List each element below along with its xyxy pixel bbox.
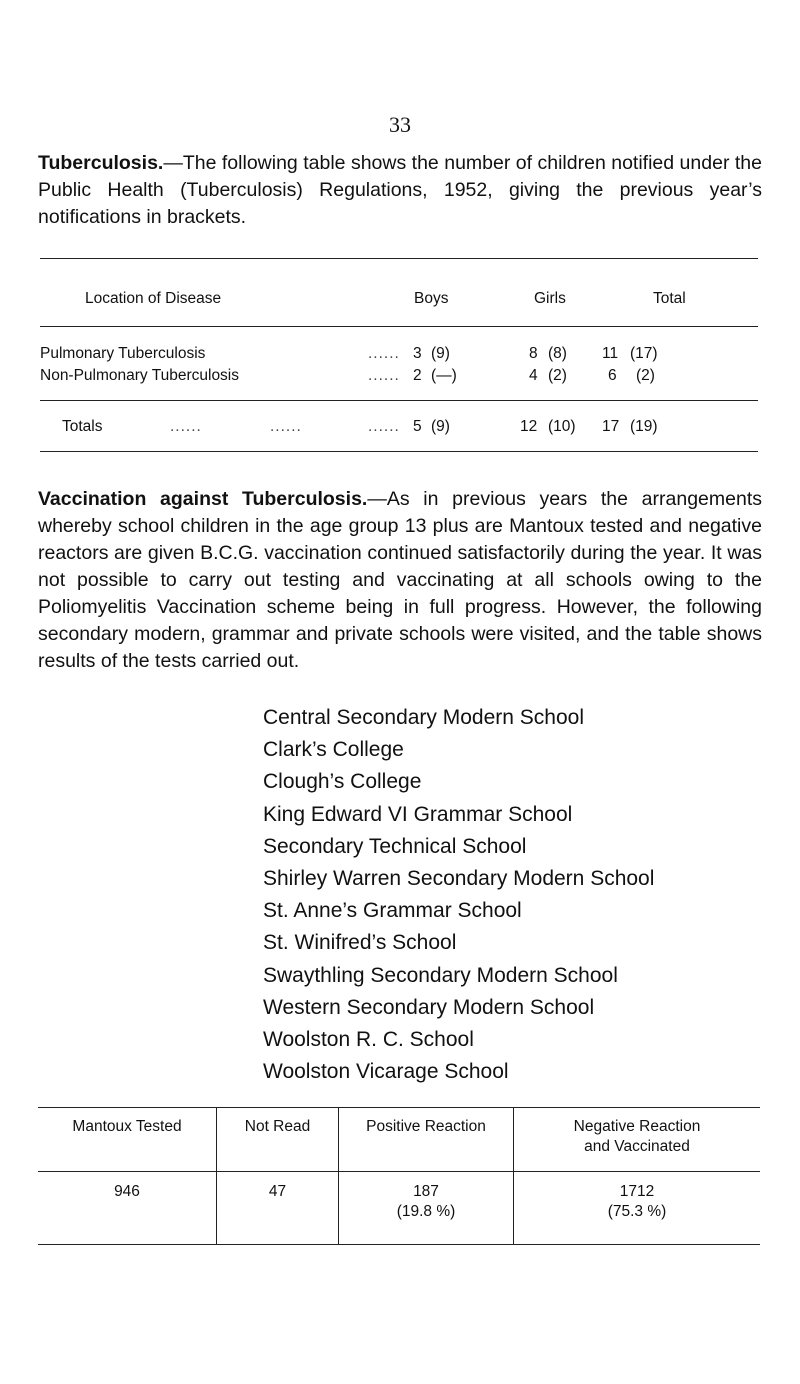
tested-value: 946 xyxy=(38,1172,217,1245)
page-number: 33 xyxy=(389,112,411,137)
totals-label: Totals xyxy=(62,418,103,435)
school-list xyxy=(263,702,654,1088)
boys-previous: (—) xyxy=(431,367,457,384)
list-item: Shirley Warren Secondary Modern School xyxy=(263,867,655,891)
vaccination-heading: Vaccination against Tuberculosis. xyxy=(38,488,368,510)
list-item: Woolston R. C. School xyxy=(263,1028,474,1052)
positive-cell xyxy=(339,1172,514,1245)
table-bottom-rule xyxy=(40,451,758,452)
list-item: Secondary Technical School xyxy=(263,834,527,858)
total-previous: (17) xyxy=(630,345,658,362)
tuberculosis-heading: Tuberculosis. xyxy=(38,152,164,174)
header-mantoux-tested: Mantoux Tested xyxy=(38,1108,217,1172)
row-label: Pulmonary Tuberculosis xyxy=(40,345,206,362)
header-negative-reaction xyxy=(514,1108,761,1172)
header-positive-reaction: Positive Reaction xyxy=(339,1108,514,1172)
leader-dots: ...... xyxy=(368,345,400,362)
boys-value: 2 xyxy=(413,367,422,384)
tuberculosis-paragraph xyxy=(38,150,762,231)
positive-percent: (19.8 %) xyxy=(396,1203,456,1220)
negative-percent: (75.3 %) xyxy=(607,1203,667,1220)
leader-dots: ...... xyxy=(170,418,202,435)
header-negative-line2: and Vaccinated xyxy=(584,1138,690,1155)
list-item: King Edward VI Grammar School xyxy=(263,802,573,826)
table-top-rule xyxy=(40,258,758,259)
leader-dots: ...... xyxy=(368,367,400,384)
leader-dots: ...... xyxy=(270,418,302,435)
boys-previous: (9) xyxy=(431,345,450,362)
header-total: Total xyxy=(653,290,686,307)
totals-rule xyxy=(40,400,758,401)
total-previous: (2) xyxy=(636,367,655,384)
list-item: St. Anne’s Grammar School xyxy=(263,899,522,923)
list-item: Woolston Vicarage School xyxy=(263,1060,509,1084)
total-value: 6 xyxy=(608,367,617,384)
girls-total-previous: (10) xyxy=(548,418,576,435)
girls-total: 12 xyxy=(520,418,538,435)
table-row xyxy=(38,1172,760,1245)
mantoux-header-row xyxy=(38,1108,760,1172)
grand-total: 17 xyxy=(602,418,620,435)
list-item: Clark’s College xyxy=(263,738,404,762)
header-rule xyxy=(40,326,758,327)
row-label: Non-Pulmonary Tuberculosis xyxy=(40,367,240,384)
positive-value: 187 xyxy=(413,1183,439,1200)
header-negative-line1: Negative Reaction xyxy=(573,1118,701,1135)
total-value: 11 xyxy=(602,345,619,362)
header-girls: Girls xyxy=(534,290,566,307)
not-read-value: 47 xyxy=(217,1172,339,1245)
list-item: Western Secondary Modern School xyxy=(263,995,595,1019)
header-not-read: Not Read xyxy=(217,1108,339,1172)
leader-dots: ...... xyxy=(368,418,400,435)
list-item: Central Secondary Modern School xyxy=(263,706,585,729)
boys-value: 3 xyxy=(413,345,422,362)
list-item: St. Winifred’s School xyxy=(263,931,457,955)
vaccination-text: —As in previous years the arrangements whereby school children in the age group 13 plus are Mantoux tested and negative reactors are given B.C.G. vaccination continued satisfactorily during the year. It was not possible to carry out testing and vaccinating at all schools owing to the Poliomyelitis Vaccination scheme being in full progress. However, the following secondary modern, grammar and private schools were visited, and the table shows results of the tests carried out. xyxy=(38,488,762,672)
grand-total-previous: (19) xyxy=(630,418,658,435)
vaccination-paragraph xyxy=(38,486,762,675)
boys-total-previous: (9) xyxy=(431,418,450,435)
boys-total: 5 xyxy=(413,418,422,435)
mantoux-table xyxy=(38,1107,760,1245)
girls-value: 8 xyxy=(529,345,538,362)
tuberculosis-text: —The following table shows the number of children notified under the Public Health (Tuberculosis) Regulations, 1952, giving the previous year’s notifications in brackets. xyxy=(38,152,762,228)
list-item: Swaythling Secondary Modern School xyxy=(263,963,618,987)
header-boys: Boys xyxy=(414,290,449,307)
negative-cell xyxy=(514,1172,761,1245)
girls-previous: (2) xyxy=(548,367,567,384)
header-location: Location of Disease xyxy=(85,290,222,307)
negative-value: 1712 xyxy=(619,1183,655,1200)
list-item: Clough’s College xyxy=(263,770,422,794)
girls-previous: (8) xyxy=(548,345,567,362)
girls-value: 4 xyxy=(529,367,538,384)
